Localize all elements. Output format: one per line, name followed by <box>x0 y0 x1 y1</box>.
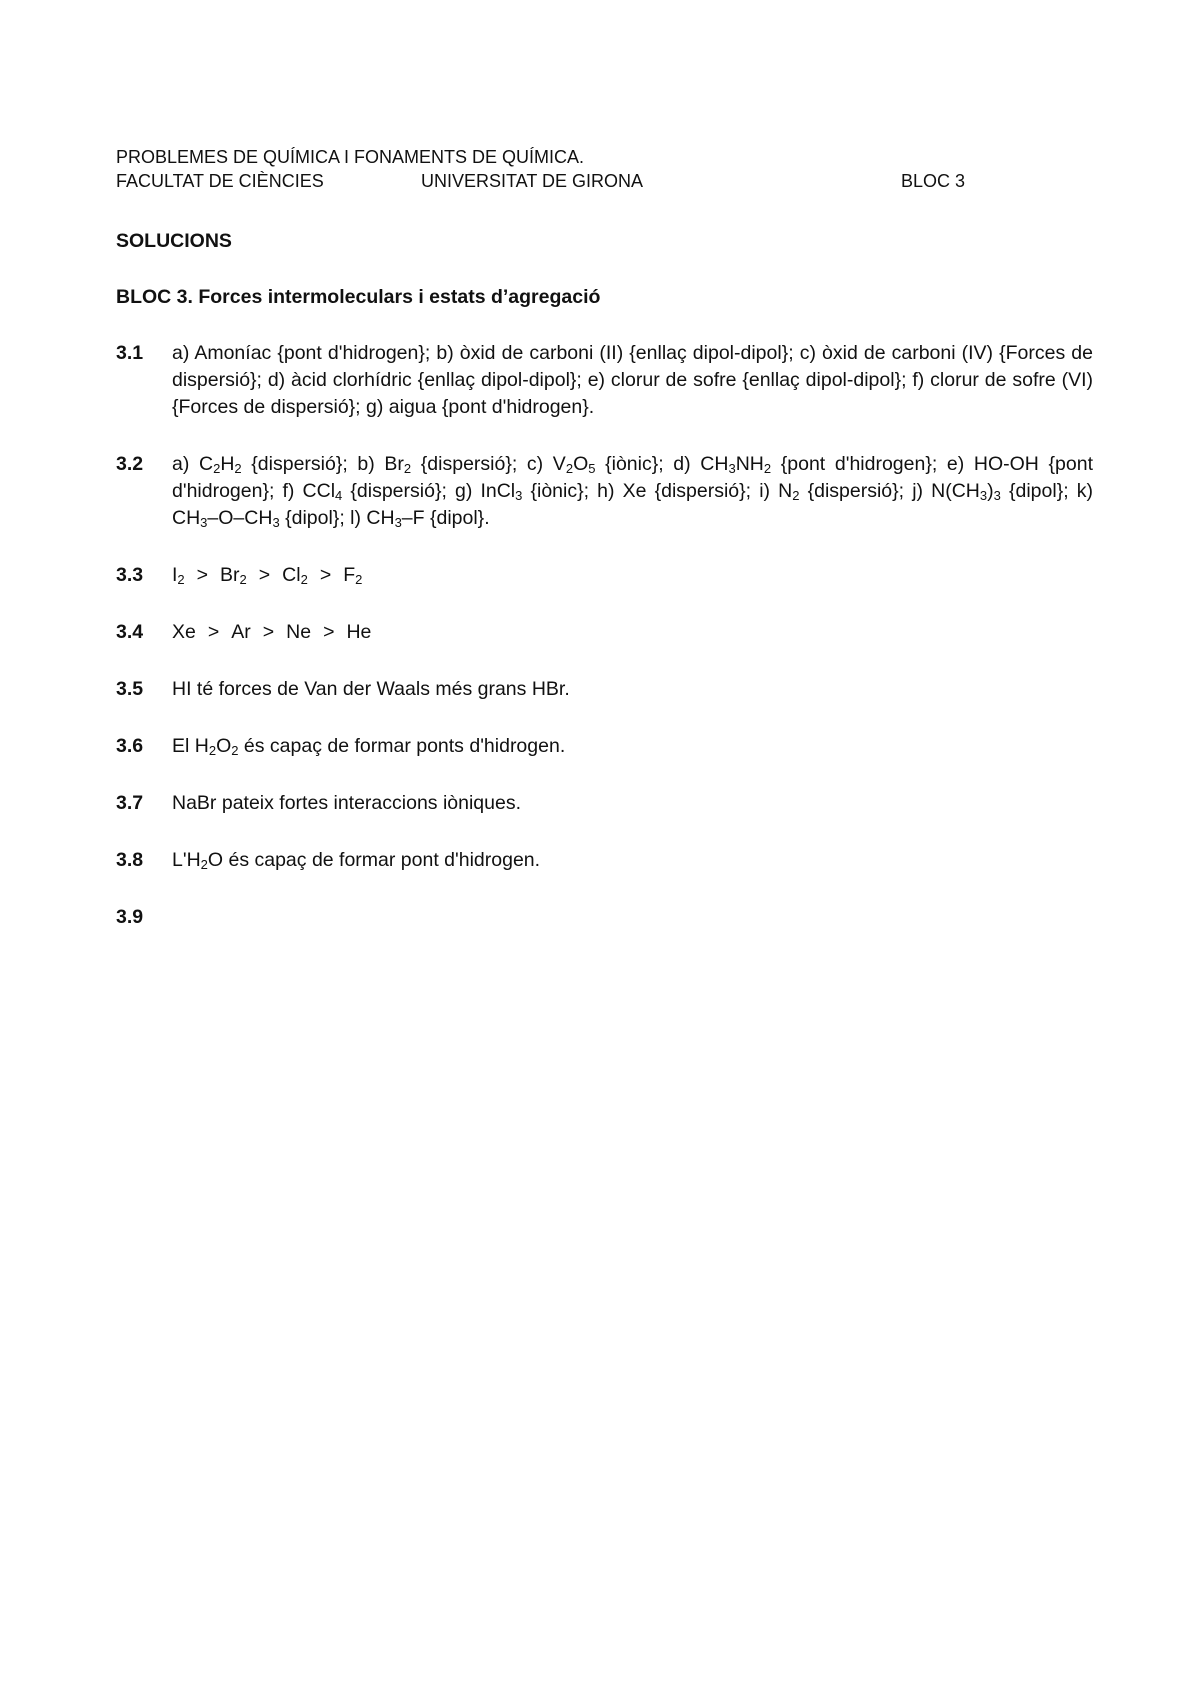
answer-3-8 <box>116 847 1093 874</box>
sequence-item: Ne <box>286 621 312 643</box>
header-course-title: PROBLEMES DE QUÍMICA I FONAMENTS DE QUÍMICA. <box>116 147 585 167</box>
subscript: 3 <box>515 488 523 503</box>
answer-text <box>172 451 1093 532</box>
subscript: 2 <box>177 572 185 587</box>
answer-number: 3.5 <box>116 678 144 700</box>
subscript: 2 <box>213 461 221 476</box>
sequence-item: He <box>346 621 372 643</box>
header-faculty: FACULTAT DE CIÈNCIES <box>116 171 324 191</box>
sequence-item: Ar <box>231 621 251 643</box>
subscript: 2 <box>300 572 308 587</box>
answer-number: 3.9 <box>116 906 144 928</box>
answer-3-4 <box>116 619 1093 646</box>
text-run: {dispersió}; c) V <box>411 453 566 475</box>
subscript: 3 <box>200 515 208 530</box>
text-run: {iònic}; h) Xe {dispersió}; i) N <box>522 480 793 502</box>
section-heading: BLOC 3. Forces intermoleculars i estats d’agregació <box>116 286 601 308</box>
text-run: a) C <box>172 453 214 475</box>
greater-than-sign: > <box>258 564 271 586</box>
sequence-item <box>282 562 308 589</box>
subscript: 3 <box>394 515 402 530</box>
subscript: 2 <box>200 857 208 872</box>
header-bloc: BLOC 3 <box>901 171 966 191</box>
subscript: 4 <box>335 488 343 503</box>
subscript: 3 <box>979 488 988 503</box>
greater-than-sign: > <box>196 564 209 586</box>
greater-than-sign: > <box>207 621 220 643</box>
text-run: ) <box>987 480 994 502</box>
answer-3-6 <box>116 733 1093 760</box>
answer-text <box>172 847 1093 874</box>
sequence-item <box>172 562 185 589</box>
header-subtitle <box>116 169 1093 193</box>
answer-number: 3.7 <box>116 792 144 814</box>
text-run: O és capaç de formar pont d'hidrogen. <box>207 849 541 871</box>
text-run: F <box>343 564 356 586</box>
greater-than-sign: > <box>323 621 335 643</box>
subscript: 3 <box>272 515 280 530</box>
subscript: 2 <box>355 572 363 587</box>
text-run: Br <box>220 564 240 586</box>
subscript: 3 <box>993 488 1001 503</box>
answer-text <box>172 904 1093 931</box>
answer-number: 3.4 <box>116 621 144 643</box>
header-title <box>116 145 1093 169</box>
answer-text <box>172 562 1093 589</box>
text-run: {dispersió}; j) N(CH <box>799 480 980 502</box>
document-page <box>116 145 1093 931</box>
subscript: 2 <box>208 743 217 758</box>
answer-3-2 <box>116 451 1093 532</box>
subscript: 3 <box>728 461 736 476</box>
text-run: {pont d'hidrogen}; e) HO-OH {pont d'hidrogen}; f) CCl <box>172 453 1094 502</box>
answer-text: a) Amoníac {pont d'hidrogen}; b) òxid de carboni (II) {enllaç dipol-dipol}; c) òxid de carboni (IV) {Forces de dispersió}; d) àcid clorhídric {enllaç dipol-dipol}; e) clorur de sofre {enllaç dipol-dipol}; f) clorur de sofre (VI) {Forces de dispersió}; g) aigua {pont d'hidrogen}. <box>172 342 1093 418</box>
subscript: 5 <box>588 461 596 476</box>
text-run: NH <box>735 453 764 475</box>
text-run: {dispersió}; g) InCl <box>342 480 516 502</box>
subscript: 2 <box>231 743 239 758</box>
text-run: {dipol}; l) CH <box>279 507 395 529</box>
subscript: 2 <box>792 488 800 503</box>
answer-number: 3.3 <box>116 564 144 586</box>
subscript: 2 <box>239 572 247 587</box>
answer-text <box>172 619 1093 646</box>
answer-text: NaBr pateix fortes interaccions iòniques. <box>172 792 522 814</box>
header-university: UNIVERSITAT DE GIRONA <box>421 171 644 191</box>
answer-3-7 <box>116 790 1093 817</box>
greater-than-sign: > <box>319 564 332 586</box>
answer-3-5 <box>116 676 1093 703</box>
text-run: I <box>172 564 178 586</box>
sequence-item <box>220 562 247 589</box>
text-run: O <box>216 735 232 757</box>
answer-text: HI té forces de Van der Waals més grans HBr. <box>172 678 570 700</box>
answer-text <box>172 733 1093 760</box>
text-run: {iònic}; d) CH <box>595 453 729 475</box>
text-run: –O–CH <box>207 507 273 529</box>
sequence-item: Xe <box>172 621 196 643</box>
subscript: 2 <box>234 461 242 476</box>
text-run: Cl <box>282 564 301 586</box>
text-run: H <box>220 453 235 475</box>
subscript: 2 <box>763 461 772 476</box>
answer-number: 3.6 <box>116 735 144 757</box>
text-run: –F {dipol}. <box>401 507 490 529</box>
text-run: El H <box>172 735 209 757</box>
answer-number: 3.1 <box>116 342 144 364</box>
text-run: {dispersió}; b) Br <box>241 453 404 475</box>
solutions-heading: SOLUCIONS <box>116 230 232 252</box>
text-run: {dipol}; k) CH <box>172 480 1093 529</box>
text-run: L'H <box>172 849 201 871</box>
answer-number: 3.2 <box>116 453 144 475</box>
answer-3-1 <box>116 340 1093 421</box>
answer-3-3 <box>116 562 1093 589</box>
greater-than-sign: > <box>262 621 275 643</box>
subscript: 2 <box>565 461 574 476</box>
subscript: 2 <box>403 461 412 476</box>
answer-3-9 <box>116 904 1093 931</box>
text-run: és capaç de formar ponts d'hidrogen. <box>238 735 566 757</box>
answer-number: 3.8 <box>116 849 144 871</box>
sequence-item <box>343 562 362 589</box>
text-run: O <box>573 453 589 475</box>
